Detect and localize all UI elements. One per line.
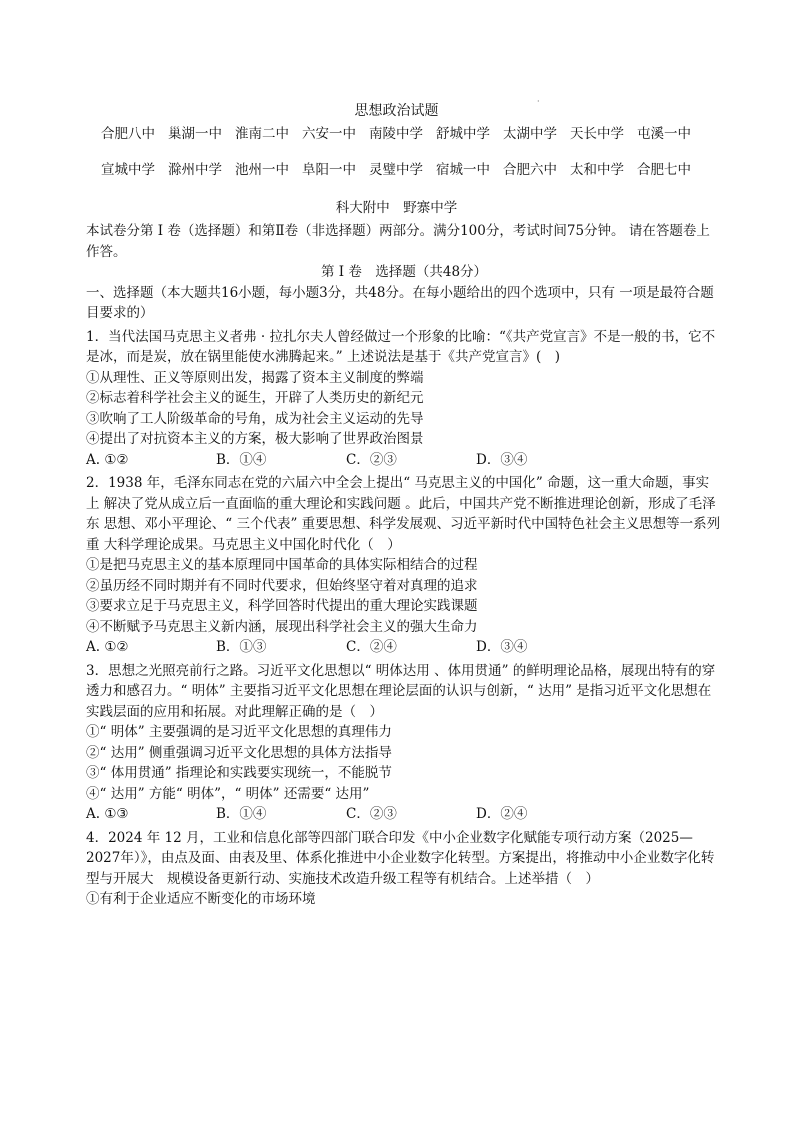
question-list [86, 327, 722, 910]
statement-item: ②“ 达用” 侧重强调习近平文化思想的具体方法指导 [86, 744, 392, 761]
header-dot: · [537, 97, 540, 106]
school-name: 太和中学 [570, 162, 624, 178]
school-name: 巢湖一中 [168, 126, 222, 142]
exam-content [86, 221, 722, 910]
section-description: 一、选择题（本大题共16小题，每小题3分，共48分。在每小题给出的四个选项中，只有 一项是最符合题目要求的） [86, 284, 714, 321]
answer-options [86, 804, 606, 825]
answer-option[interactable]: B．①④ [216, 451, 267, 468]
school-name: 舒城中学 [436, 126, 490, 142]
school-name: 屯溪一中 [637, 126, 691, 142]
school-name: 池州一中 [235, 162, 289, 178]
statement-item: ③“ 体用贯通” 指理论和实践要实现统一，不能脱节 [86, 765, 392, 781]
school-name: 滁州中学 [168, 162, 222, 178]
answer-option[interactable]: B．①③ [216, 639, 267, 655]
answer-option[interactable]: A. ①② [86, 639, 129, 655]
answer-option[interactable]: C．②③ [346, 451, 397, 468]
school-name: 太湖中学 [503, 126, 557, 142]
statement-item: ①有利于企业适应不断变化的市场环境 [86, 891, 316, 907]
answer-option[interactable]: A. ①② [86, 451, 129, 468]
section-title: 第 Ⅰ 卷 选择题（共48分） [320, 264, 488, 280]
question-stem: 4．2024 年 12 月，工业和信息化部等四部门联合印发《中小企业数字化赋能专项行动方案（2025—2027年）》，由点及面、由表及里、体系化推进中小企业数字化转型。方案提出，将推动中小企业数字化转型与开展大 规模设备更新行动、实施技术改造升级工程等有机结合。上述举措（ ） [86, 829, 715, 887]
school-list-row-3: 科大附中 野寨中学 [335, 200, 458, 216]
answer-option[interactable]: C．②③ [346, 806, 397, 822]
answer-option[interactable]: D．②④ [476, 806, 528, 822]
school-name: 灵璧中学 [369, 162, 423, 178]
question-block [86, 473, 722, 658]
school-name: 六安一中 [302, 126, 356, 142]
answer-options [86, 450, 606, 471]
answer-option[interactable]: C．②④ [346, 639, 397, 655]
statement-item: ④提出了对抗资本主义的方案，极大影响了世界政治图景 [86, 431, 424, 447]
school-list-row-2 [101, 162, 731, 179]
question-stem: 2．1938 年，毛泽东同志在党的六届六中全会上提出“ 马克思主义的中国化” 命题，这一重大命题，事实上 解决了党从成立后一直面临的重大理论和实践问题 。此后，中国共产党不断推进理论创新，形成了毛泽东 思想、邓小平理论、“ 三个代表” 重要思想、科学发展观、习近平新时代中国特色社会主义思想等一系列重 大科学理论成果。马克思主义中国化时代化（ ） [86, 475, 721, 553]
question-block [86, 661, 722, 825]
statement-item: ②虽历经不同时期并有不同时代要求，但始终坚守着对真理的追求 [86, 577, 478, 594]
answer-option[interactable]: D．③④ [476, 451, 528, 468]
exam-title: 思想政治试题 [354, 103, 439, 119]
school-name: 合肥七中 [637, 162, 691, 178]
statement-item: ①从理性、正义等原则出发，揭露了资本主义制度的弊端 [86, 369, 424, 386]
school-name: 天长中学 [570, 126, 624, 142]
school-name: 宿城一中 [436, 162, 490, 178]
answer-options [86, 637, 606, 658]
exam-instructions: 本试卷分第 Ⅰ 卷（选择题）和第Ⅱ卷（非选择题）两部分。满分100分，考试时间75分钟。 请在答题卷上作答。 [86, 223, 710, 260]
school-name: 南陵中学 [369, 126, 423, 142]
question-block [86, 828, 722, 910]
statement-item: ②标志着科学社会主义的诞生，开辟了人类历史的新纪元 [86, 390, 424, 406]
statement-item: ①是把马克思主义的基本原理同中国革命的具体实际相结合的过程 [86, 557, 478, 573]
school-name: 阜阳一中 [302, 162, 356, 178]
school-name: 合肥六中 [503, 162, 557, 178]
answer-option[interactable]: D．③④ [476, 639, 528, 655]
statement-item: ④“ 达用” 方能“ 明体”，“ 明体” 还需要“ 达用” [86, 785, 370, 802]
answer-option[interactable]: A. ①③ [86, 806, 129, 822]
school-name: 合肥八中 [101, 126, 155, 142]
school-name: 淮南二中 [235, 126, 289, 142]
statement-item: ③要求立足于马克思主义，科学回答时代提出的重大理论实践课题 [86, 598, 478, 614]
question-stem: 3．思想之光照亮前行之路。习近平文化思想以“ 明体达用 、体用贯通” 的鲜明理论品格，展现出特有的穿 透力和感召力。“ 明体” 主要指习近平文化思想在理论层面的认识与创新，“ 达用” 是指习近平文化思想在 实践层面的应用和拓展。对此理解正确的是（ ） [86, 662, 716, 720]
answer-option[interactable]: B．①④ [216, 806, 267, 822]
school-name: 宣城中学 [101, 162, 155, 178]
statement-item: ④不断赋予马克思主义新内涵，展现出科学社会主义的强大生命力 [86, 618, 478, 635]
statement-item: ①“ 明体” 主要强调的是习近平文化思想的真理伟力 [86, 724, 392, 740]
statement-item: ③吹响了工人阶级革命的号角，成为社会主义运动的先导 [86, 410, 424, 427]
school-list-row-1 [101, 126, 731, 143]
question-block [86, 327, 722, 471]
question-stem: 1．当代法国马克思主义者弗 · 拉扎尔夫人曾经做过一个形象的比喻：“《共产党宣言》不是一般的书，它不是冰，而是炭，放在锅里能使水沸腾起来。” 上述说法是基于《共产党宣言》( ) [86, 328, 716, 365]
